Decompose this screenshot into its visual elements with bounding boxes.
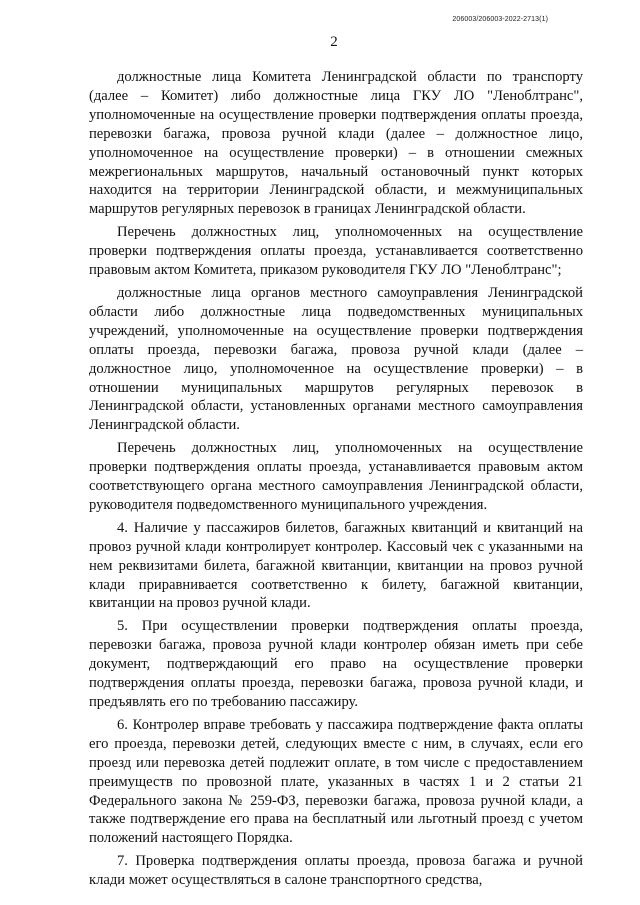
paragraph-committee-officials: должностные лица Комитета Ленинградской области по транспорту (далее – Комитет) либо должностные лица ГКУ ЛО "Леноблтранс", уполномоченные на осуществление проверки подтверждения оплаты проезда, перевозки багажа, провоза ручной клади (далее – должностное лицо, уполномоченное на осуществление проверки) – в отношении смежных межрегиональных маршрутов, начальный остановочный пункт которых находится на территории Ленинградской области, и межмуниципальных маршрутов регулярных перевозок в границах Ленинградской области. xyxy=(89,69,583,218)
paragraph-committee-officials-list: Перечень должностных лиц, уполномоченных на осуществление проверки подтверждения оплаты проезда, устанавливается соответственно правовым актом Комитета, приказом руководителя ГКУ ЛО "Леноблтранс"; xyxy=(89,224,583,279)
paragraph-item-5: 5. При осуществлении проверки подтверждения оплаты проезда, перевозки багажа, провоза ручной клади контролер обязан иметь при себе документ, подтверждающий его право на осуществление проверки подтверждения оплаты проезда, перевозки багажа, провоза ручной клади, и предъявлять его по требованию пассажиру. xyxy=(89,618,583,710)
paragraph-item-6: 6. Контролер вправе требовать у пассажира подтверждение факта оплаты его проезда, перевозки детей, следующих вместе с ним, в случаях, если его проезд или перевозка детей подлежит оплате, в том числе с предоставлением преимуществ по провозной плате, указанных в частях 1 и 2 статьи 21 Федерального закона № 259-ФЗ, перевозки багажа, провоза ручной клади, а также подтверждение его права на бесплатный или льготный проезд с учетом положений настоящего Порядка. xyxy=(89,716,583,847)
paragraph-item-4: 4. Наличие у пассажиров билетов, багажных квитанций и квитанций на провоз ручной клади контролирует контролер. Кассовый чек с указанными на нем реквизитами билета, багажной квитанции, квитанции на провоз ручной клади приравнивается соответственно к билету, багажной квитанции, квитанции на провоз ручной клади. xyxy=(89,519,583,612)
document-body xyxy=(89,68,583,894)
document-id: 206003/206003-2022-2713(1) xyxy=(452,16,548,23)
page-number: 2 xyxy=(330,34,338,50)
paragraph-local-government-officials: должностные лица органов местного самоуправления Ленинградской области либо должностные лица подведомственных муниципальных учреждений, уполномоченные на осуществление проверки подтверждения оплаты проезда, перевозки багажа, провоза ручной клади (далее – должностное лицо, уполномоченное на осуществление проверки) – в отношении муниципальных маршрутов регулярных перевозок в Ленинградской области, установленных органами местного самоуправления Ленинградской области. xyxy=(89,284,583,434)
paragraph-local-government-officials-list: Перечень должностных лиц, уполномоченных на осуществление проверки подтверждения оплаты проезда, устанавливается правовым актом соответствующего органа местного самоуправления Ленинградской области, руководителя подведомственного муниципального учреждения. xyxy=(89,440,583,513)
paragraph-item-7: 7. Проверка подтверждения оплаты проезда, провоза багажа и ручной клади может осуществляться в салоне транспортного средства, xyxy=(89,853,583,889)
